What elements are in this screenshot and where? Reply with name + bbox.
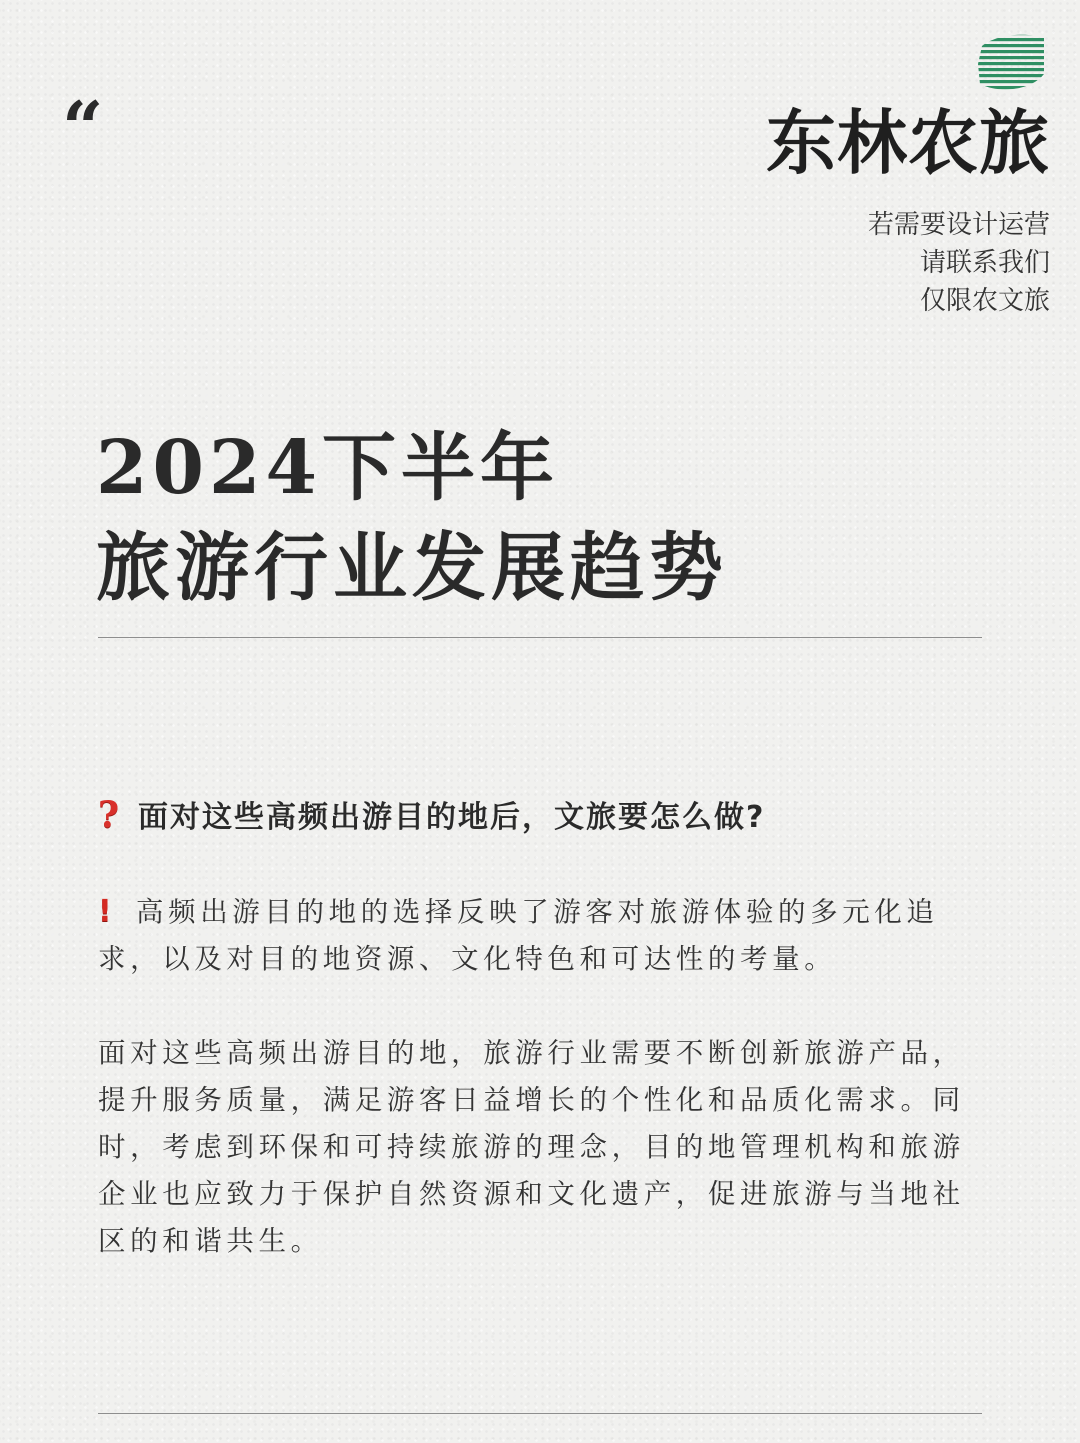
red-exclamation-icon: ! — [98, 894, 117, 929]
question-heading — [98, 790, 988, 843]
left-double-quote-icon: “ — [62, 85, 104, 170]
title-line-2: 旅游行业发展趋势 — [96, 525, 728, 611]
title-line-1: 2024下半年 — [96, 425, 559, 511]
question-text: 面对这些高频出游目的地后，文旅要怎么做? — [138, 800, 766, 835]
answer-paragraph-1 — [98, 888, 984, 983]
red-question-icon: ? — [98, 794, 122, 836]
brand-name: 东林农旅 — [766, 102, 1050, 184]
contact-line-3: 仅限农文旅 — [919, 286, 1050, 316]
striped-leaf-logo-icon — [976, 30, 1046, 94]
page-title — [96, 418, 728, 618]
answer-paragraph-2: 面对这些高频出游目的地，旅游行业需要不断创新旅游产品，提升服务质量，满足游客日益增长的个性化和品质化需求。同时，考虑到环保和可持续旅游的理念，目的地管理机构和旅游企业也应致力于保护自然资源和文化遗产，促进旅游与当地社区的和谐共生。 — [98, 1037, 965, 1257]
contact-line-2: 请联系我们 — [919, 248, 1050, 278]
contact-info — [868, 206, 1050, 320]
divider-bottom — [98, 1413, 982, 1414]
divider-top — [98, 637, 982, 638]
contact-line-1: 若需要设计运营 — [867, 210, 1050, 240]
answer-paragraph-1-text: 高频出游目的地的选择反映了游客对旅游体验的多元化追求，以及对目的地资源、文化特色和可达性的考量。 — [98, 896, 939, 975]
